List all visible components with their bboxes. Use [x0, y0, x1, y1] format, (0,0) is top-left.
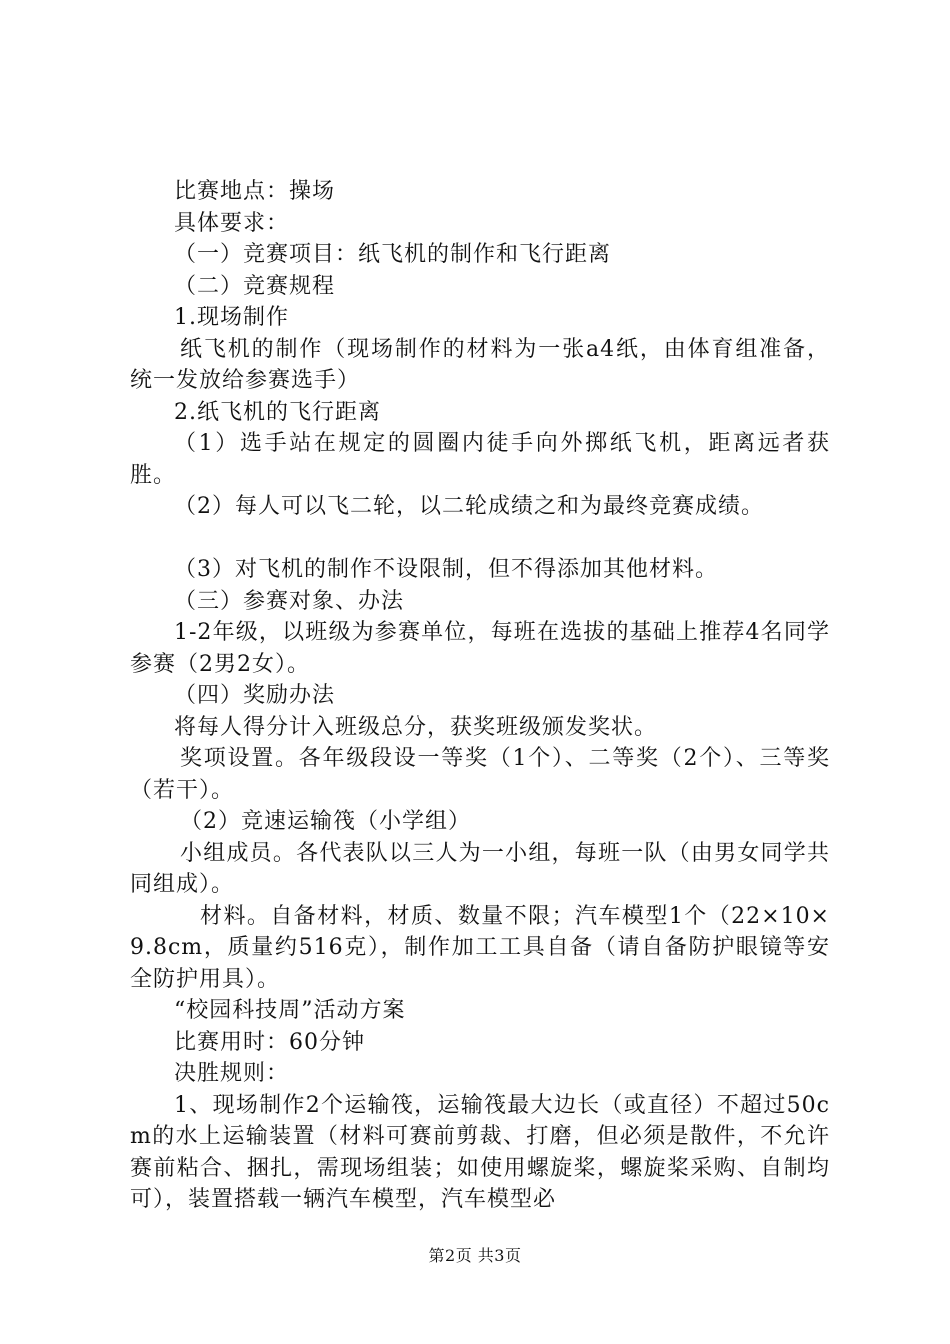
paragraph-materials: 材料。自备材料，材质、数量不限；汽车模型1个（22×10×9.8cm，质量约516克），制作加工工具自备（请自备防护眼镜等安全防护用具）。 — [130, 903, 830, 992]
paragraph-item-2: （二）竞赛规程 — [174, 273, 336, 299]
paragraph-flight-distance: 2.纸飞机的飞行距离 — [174, 399, 381, 425]
paragraph-scoring: 将每人得分计入班级总分，获奖班级颁发奖状。 — [174, 714, 658, 740]
paragraph-winning-rules: 决胜规则： — [174, 1061, 290, 1086]
paragraph-participants: 1-2年级，以班级为参赛单位，每班在选拔的基础上推荐4名同学参赛（2男2女）。 — [130, 620, 830, 677]
paragraph-team-members: 小组成员。各代表队以三人为一小组，每班一队（由男女同学共同组成）。 — [130, 840, 830, 897]
paragraph-requirements: 具体要求： — [174, 210, 290, 236]
paragraph-raft-race: （2）竞速运输筏（小学组） — [180, 809, 471, 834]
paragraph-awards: 奖项设置。各年级段设一等奖（1个）、二等奖（2个）、三等奖（若干）。 — [130, 746, 830, 803]
paragraph-making-desc: 纸飞机的制作（现场制作的材料为一张a4纸，由体育组准备，统一发放给参赛选手） — [130, 336, 830, 393]
paragraph-item-1: （一）竞赛项目：纸飞机的制作和飞行距离 — [174, 242, 612, 267]
paragraph-rule-2: （2）每人可以飞二轮，以二轮成绩之和为最终竞赛成绩。 — [174, 494, 764, 519]
paragraph-item-4: （四）奖励办法 — [174, 683, 336, 708]
paragraph-venue: 比赛地点：操场 — [174, 179, 336, 204]
paragraph-onsite-making: 1.现场制作 — [174, 305, 289, 330]
paragraph-item-3: （三）参赛对象、办法 — [174, 588, 405, 614]
paragraph-rule-3: （3）对飞机的制作不设限制，但不得添加其他材料。 — [174, 557, 718, 582]
page-footer: 第2页 共3页 — [428, 1246, 522, 1265]
document-body — [130, 176, 830, 1216]
paragraph-plan-title: “校园科技周”活动方案 — [174, 998, 406, 1023]
paragraph-time: 比赛用时：60分钟 — [174, 1029, 365, 1055]
paragraph-rule-1: （1）选手站在规定的圆圈内徒手向外掷纸飞机，距离远者获胜。 — [130, 431, 830, 488]
paragraph-rule-detail: 1、现场制作2个运输筏，运输筏最大边长（或直径）不超过50cm的水上运输装置（材料可赛前剪裁、打磨，但必须是散件，不允许赛前粘合、捆扎，需现场组装；如使用螺旋桨，螺旋桨采购、自制均可），装置搭载一辆汽车模型，汽车模型必 — [130, 1092, 830, 1212]
